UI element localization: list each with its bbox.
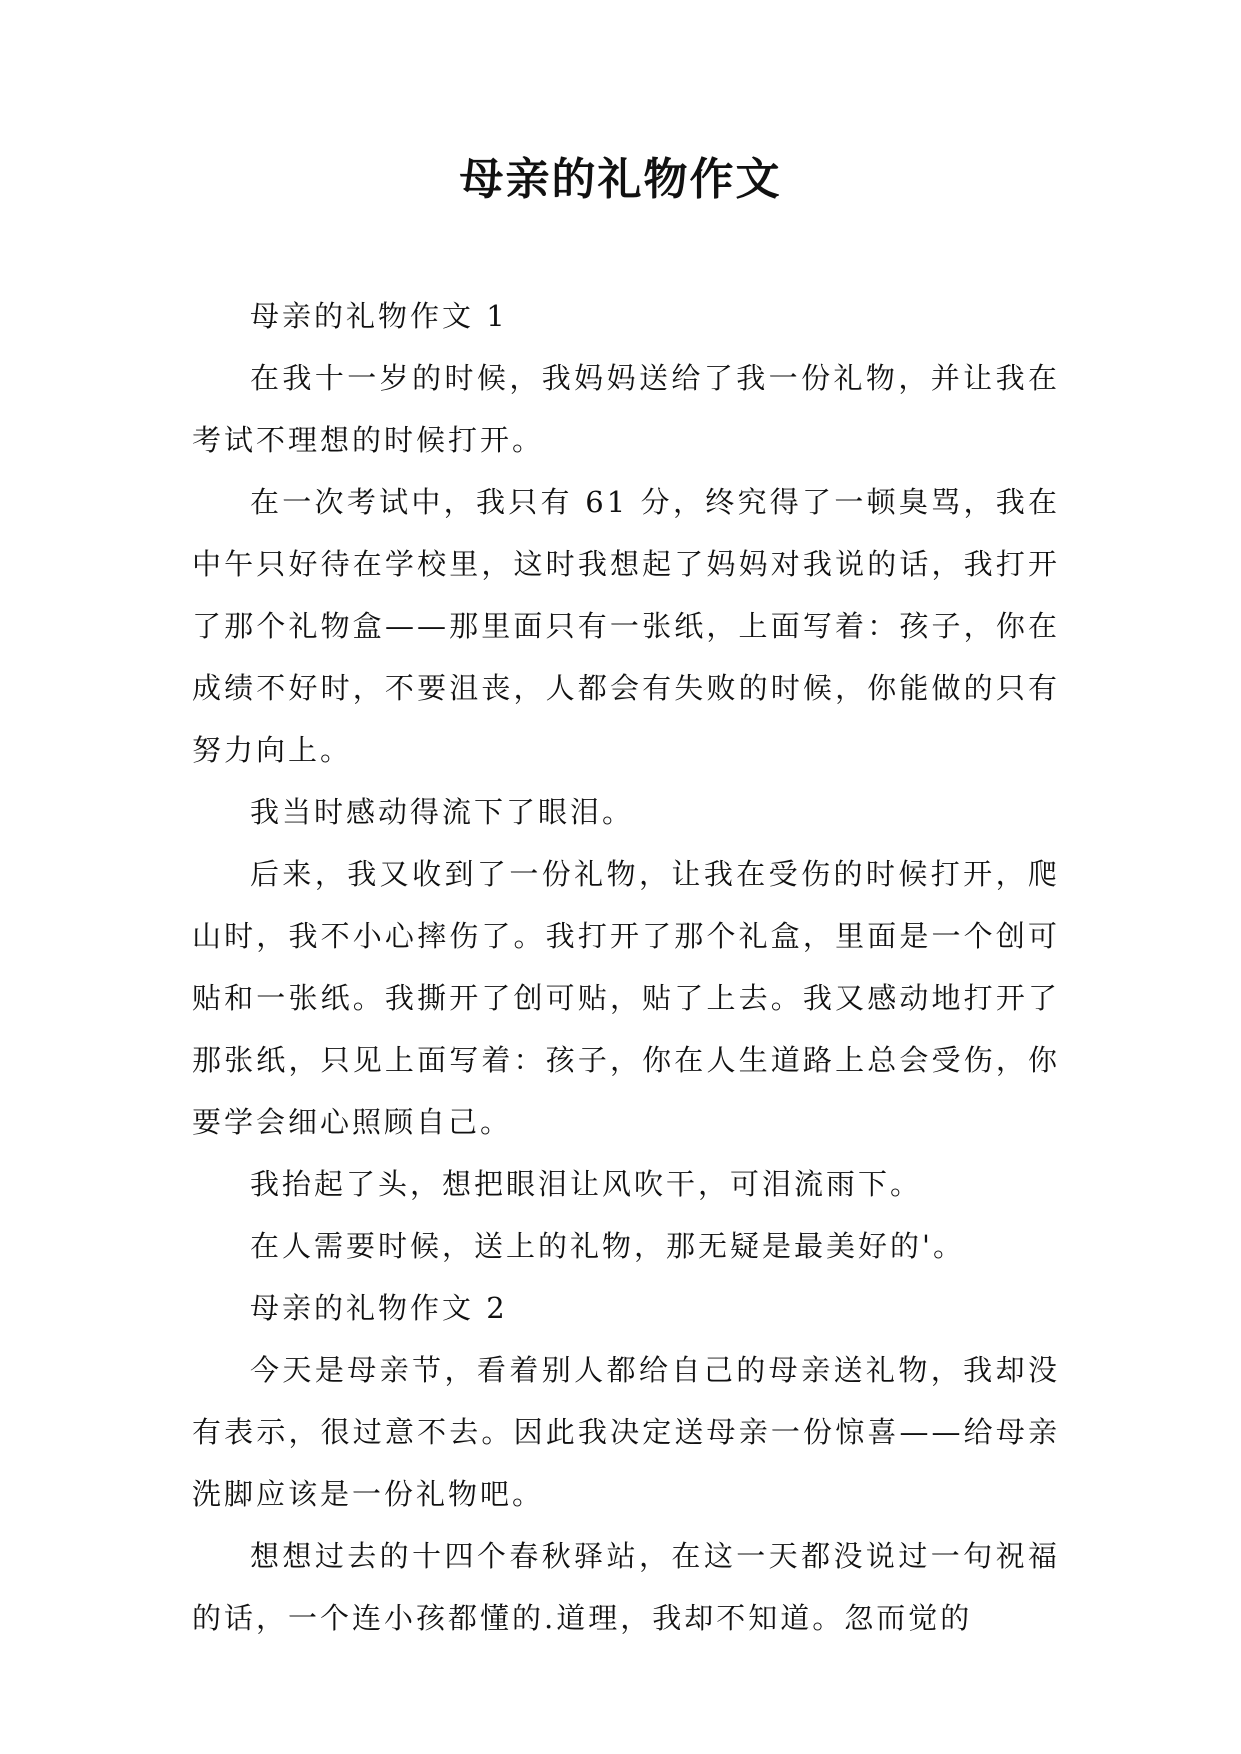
paragraph: 母亲的礼物作文 2 — [250, 1291, 508, 1325]
paragraph: 在人需要时候，送上的礼物，那无疑是最美好的'。 — [250, 1229, 965, 1263]
paragraph: 我当时感动得流下了眼泪。 — [250, 795, 635, 829]
paragraph: 在我十一岁的时候，我妈妈送给了我一份礼物，并让我在考试不理想的时候打开。 — [192, 361, 1060, 457]
paragraph: 母亲的礼物作文 1 — [250, 299, 508, 333]
paragraph: 想想过去的十四个春秋驿站，在这一天都没说过一句祝福的话，一个连小孩都懂的.道理，我却不知道。忽而觉的 — [192, 1539, 1060, 1635]
document-body — [192, 285, 1060, 1649]
paragraph: 我抬起了头，想把眼泪让风吹干，可泪流雨下。 — [250, 1167, 923, 1201]
paragraph: 后来，我又收到了一份礼物，让我在受伤的时候打开，爬山时，我不小心摔伤了。我打开了那个礼盒，里面是一个创可贴和一张纸。我撕开了创可贴，贴了上去。我又感动地打开了那张纸，只见上面写着：孩子，你在人生道路上总会受伤，你要学会细心照顾自己。 — [192, 857, 1060, 1139]
document-title: 母亲的礼物作文 — [459, 154, 782, 205]
paragraph: 今天是母亲节，看着别人都给自己的母亲送礼物，我却没有表示，很过意不去。因此我决定送母亲一份惊喜——给母亲洗脚应该是一份礼物吧。 — [192, 1353, 1060, 1511]
paragraph: 在一次考试中，我只有 61 分，终究得了一顿臭骂，我在中午只好待在学校里，这时我想起了妈妈对我说的话，我打开了那个礼物盒——那里面只有一张纸，上面写着：孩子，你在成绩不好时，不要沮丧，人都会有失败的时候，你能做的只有努力向上。 — [192, 485, 1060, 767]
